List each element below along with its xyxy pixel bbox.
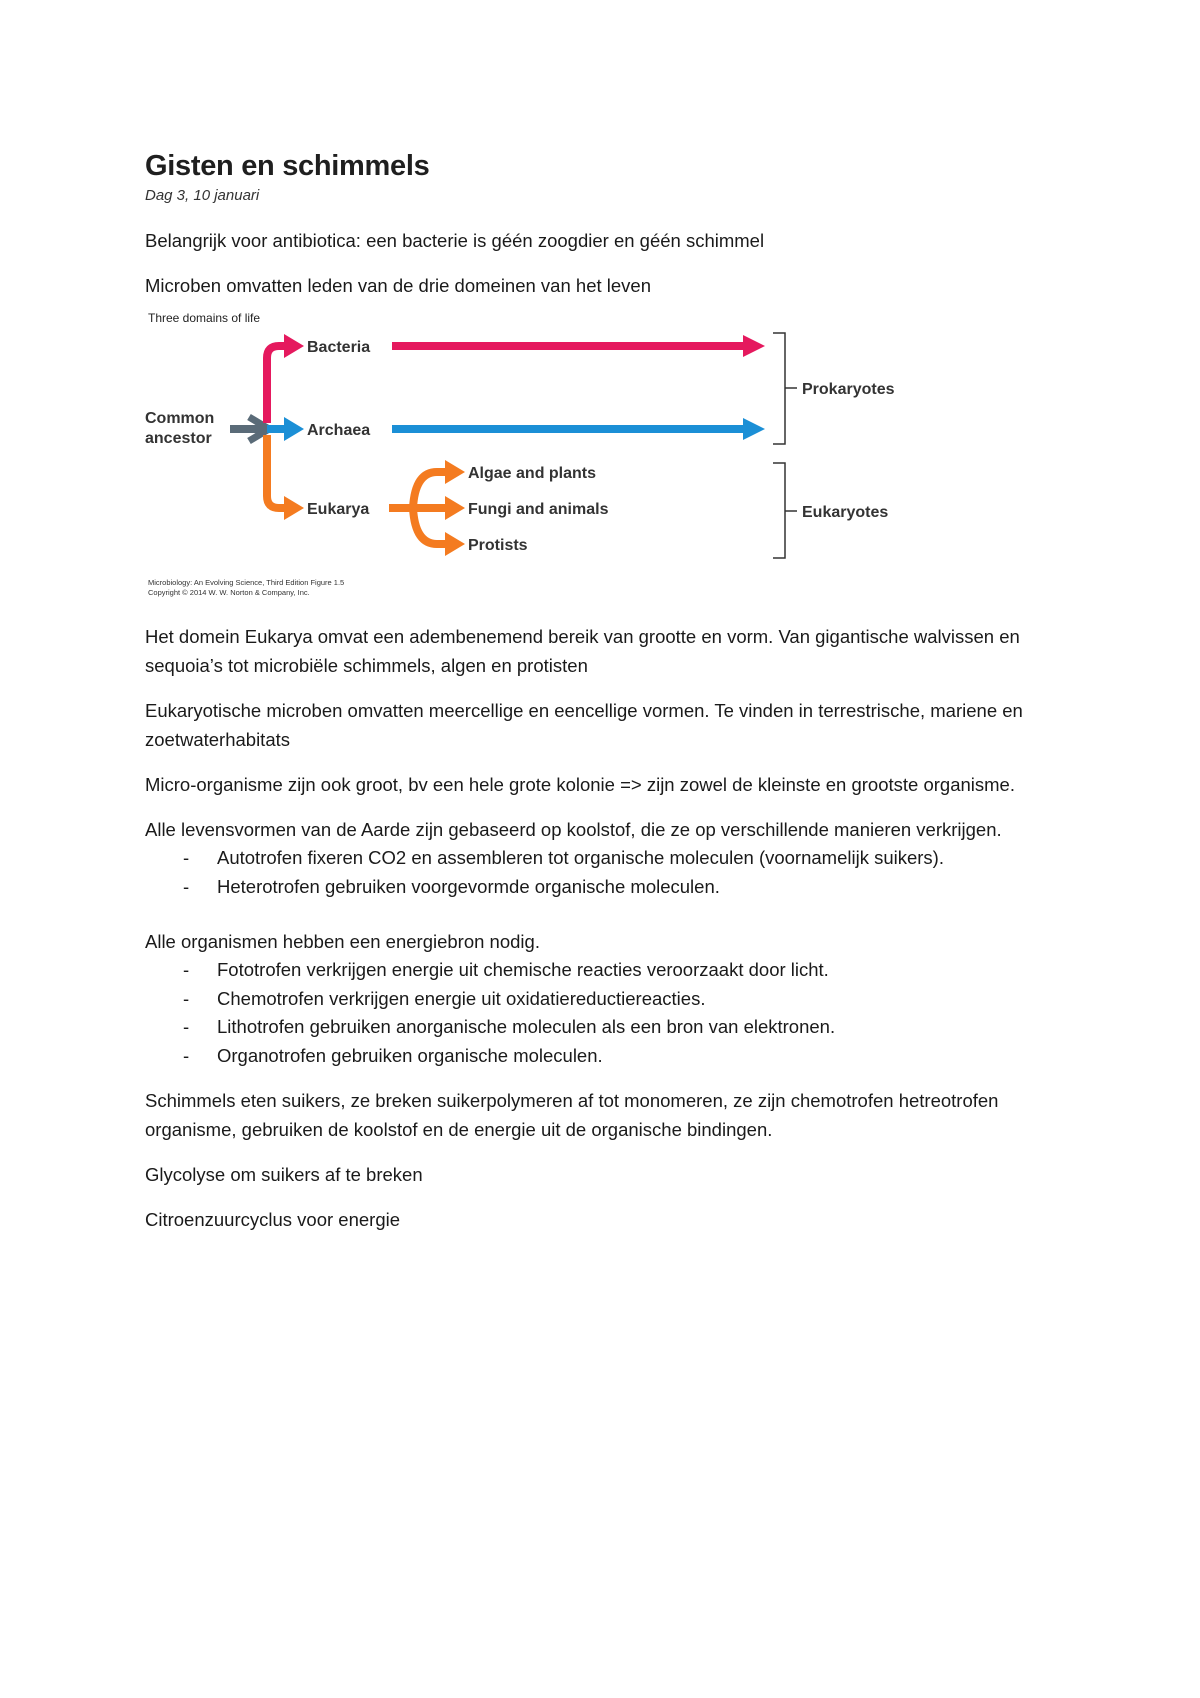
paragraph-eukarya: Het domein Eukarya omvat een adembenemend bereik van grootte en vorm. Van gigantische walvissen en sequoia’s tot microbiële schimmels, algen en protisten (145, 626, 1020, 676)
document-title: Gisten en schimmels (145, 150, 430, 182)
bacteria-end-arrow (743, 335, 765, 357)
prokaryotes-label: Prokaryotes (802, 381, 895, 398)
paragraph-glycolysis: Glycolyse om suikers af te breken (145, 1164, 423, 1185)
fungi-label: Fungi and animals (468, 501, 609, 518)
algae-branch (413, 472, 447, 508)
prokaryotes-bracket (773, 333, 785, 444)
protists-label: Protists (468, 537, 528, 554)
list-item: - Heterotrofen gebruiken voorgevormde organische moleculen. (183, 873, 1045, 902)
common-ancestor-label-line2: ancestor (145, 430, 212, 447)
energy-list (145, 956, 1045, 1070)
archaea-end-arrow (743, 418, 765, 440)
intro-paragraph-2: Microben omvatten leden van de drie domeinen van het leven (145, 275, 651, 296)
paragraph-energy: Alle organismen hebben een energiebron nodig. (145, 931, 540, 952)
document-content (145, 148, 1045, 1234)
list-item: - Fototrofen verkrijgen energie uit chemische reacties veroorzaakt door licht. (183, 956, 1045, 985)
diagram-credit-line1: Microbiology: An Evolving Science, Third Edition Figure 1.5 (148, 578, 345, 587)
common-ancestor-label-line1: Common (145, 410, 215, 427)
algae-label: Algae and plants (468, 465, 597, 482)
protists-arrowhead (445, 532, 465, 556)
bacteria-branch (267, 346, 286, 423)
list-item: - Lithotrofen gebruiken anorganische moleculen als een bron van elektronen. (183, 1013, 1045, 1042)
eukaryotes-label: Eukaryotes (802, 504, 889, 521)
list-item: - Chemotrofen verkrijgen energie uit oxidatiereductiereacties. (183, 985, 1045, 1014)
three-domains-diagram (145, 308, 895, 606)
paragraph-fungi-sugars: Schimmels eten suikers, ze breken suikerpolymeren af tot monomeren, ze zijn chemotrofen hetreotrofen organisme, gebruiken de koolstof en de energie uit de organische bindingen. (145, 1090, 999, 1140)
eukarya-label: Eukarya (307, 501, 370, 518)
eukarya-branch (267, 435, 286, 508)
eukarya-arrowhead (284, 496, 304, 520)
document-date: Dag 3, 10 januari (145, 187, 260, 204)
fungi-arrowhead (445, 496, 465, 520)
eukaryotes-bracket (773, 463, 785, 558)
archaea-label: Archaea (307, 422, 371, 439)
bacteria-arrowhead (284, 334, 304, 358)
carbon-list (145, 844, 1045, 901)
archaea-arrowhead (284, 417, 304, 441)
paragraph-citric-acid-cycle: Citroenzuurcyclus voor energie (145, 1209, 401, 1230)
paragraph-carbon: Alle levensvormen van de Aarde zijn gebaseerd op koolstof, die ze op verschillende manieren verkrijgen. (145, 819, 1002, 840)
diagram-heading: Three domains of life (148, 311, 261, 325)
algae-arrowhead (445, 460, 465, 484)
diagram-credit-line2: Copyright © 2014 W. W. Norton & Company, Inc. (148, 588, 310, 597)
paragraph-eukaryotic-microbes: Eukaryotische microben omvatten meercellige en eencellige vormen. Te vinden in terrestrische, mariene en zoetwaterhabitats (145, 700, 1023, 750)
list-item: - Autotrofen fixeren CO2 en assembleren tot organische moleculen (voornamelijk suikers). (183, 844, 1045, 873)
protists-branch (413, 508, 447, 544)
paragraph-micro-organisms: Micro-organisme zijn ook groot, bv een hele grote kolonie => zijn zowel de kleinste en grootste organisme. (145, 774, 1015, 795)
list-item: - Organotrofen gebruiken organische moleculen. (183, 1042, 1045, 1071)
intro-paragraph-1: Belangrijk voor antibiotica: een bacterie is géén zoogdier en géén schimmel (145, 230, 765, 251)
bacteria-label: Bacteria (307, 339, 371, 356)
